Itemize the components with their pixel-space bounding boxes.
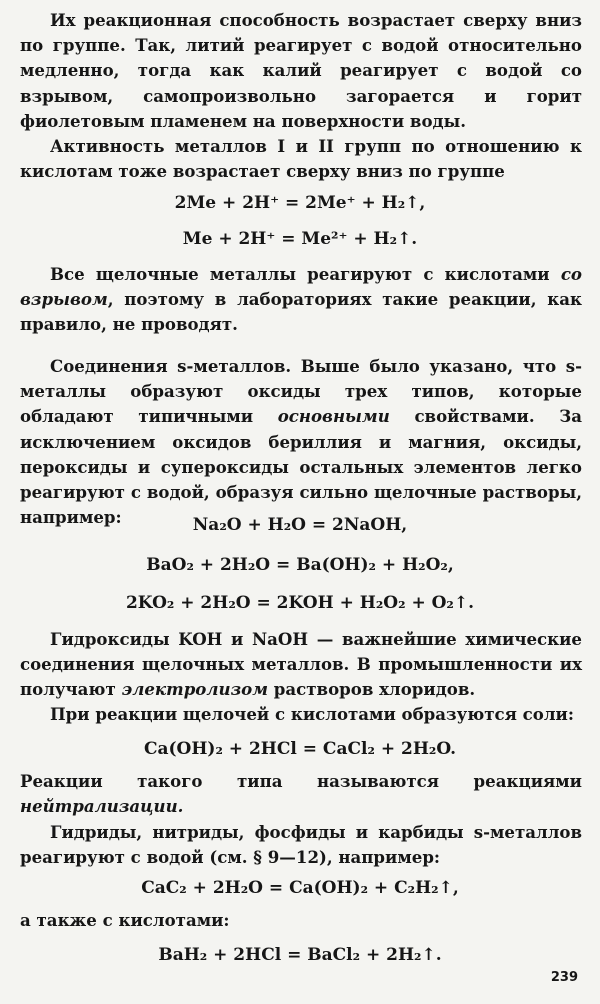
equation-4: BaO₂ + 2H₂O = Ba(OH)₂ + H₂O₂, <box>146 555 454 575</box>
italic-term: основными <box>277 406 390 427</box>
text-part: Все щелочные металлы реагируют с кислотами <box>50 264 561 284</box>
section-heading: Соединения s-металлов. <box>50 356 292 376</box>
paragraph-salts: При реакции щелочей с кислотами образуются соли: <box>50 704 574 724</box>
equation-2: Me + 2H⁺ = Me²⁺ + H₂↑. <box>182 229 418 249</box>
equation-3: Na₂O + H₂O = 2NaOH, <box>192 515 408 535</box>
text-part: свойствами. За исключением оксидов бериллия и магния, оксиды, пероксиды и супероксиды остальных элементов легко реагируют с водой, образуя сильно щелочные растворы, например: <box>20 406 582 528</box>
paragraph-acid-activity: Активность металлов I и II групп по отношению к кислотам тоже возрастает сверху вниз по группе <box>20 136 582 182</box>
italic-term: электролизом <box>121 679 269 700</box>
paragraph-neutralization <box>20 769 582 819</box>
page-number: 239 <box>550 970 578 985</box>
italic-term: нейтрализации. <box>20 796 184 817</box>
text-part: , поэтому в лабораториях такие реакции, как правило, не проводят. <box>20 289 582 335</box>
equation-6: Ca(OH)₂ + 2HCl = CaCl₂ + 2H₂O. <box>143 739 457 759</box>
text-part: Выше было указано, что s-металлы образуют оксиды трех типов, которые обладают типичными <box>20 356 582 427</box>
paragraph-reactivity: Их реакционная способность возрастает сверху вниз по группе. Так, литий реагирует с водой относительно медленно, тогда как калий реагирует с водой со взрывом, самопроизвольно загорается и горит фиолетовым пламенем на поверхности воды. <box>20 10 582 131</box>
text-part: растворов хлоридов. <box>268 679 476 700</box>
paragraph-s-compounds <box>20 354 582 530</box>
paragraph-hydrides: Гидриды, нитриды, фосфиды и карбиды s-металлов реагируют с водой (см. § 9—12), например: <box>20 822 582 868</box>
paragraph-explosion <box>20 262 582 338</box>
text-part: Реакции такого типа называются реакциями <box>20 771 582 791</box>
italic-term: со взрывом <box>20 264 582 310</box>
equation-1: 2Me + 2H⁺ = 2Me⁺ + H₂↑, <box>174 193 426 213</box>
paragraph-hydroxides <box>20 627 582 703</box>
equation-8: BaH₂ + 2HCl = BaCl₂ + 2H₂↑. <box>158 945 442 965</box>
text-part: Гидроксиды KOH и NaOH — важнейшие химические соединения щелочных металлов. В промышленности их получают <box>20 629 582 700</box>
paragraph-with-acids: а также с кислотами: <box>20 910 230 930</box>
equation-7: CaC₂ + 2H₂O = Ca(OH)₂ + C₂H₂↑, <box>141 878 459 898</box>
equation-5: 2KO₂ + 2H₂O = 2KOH + H₂O₂ + O₂↑. <box>125 593 475 613</box>
